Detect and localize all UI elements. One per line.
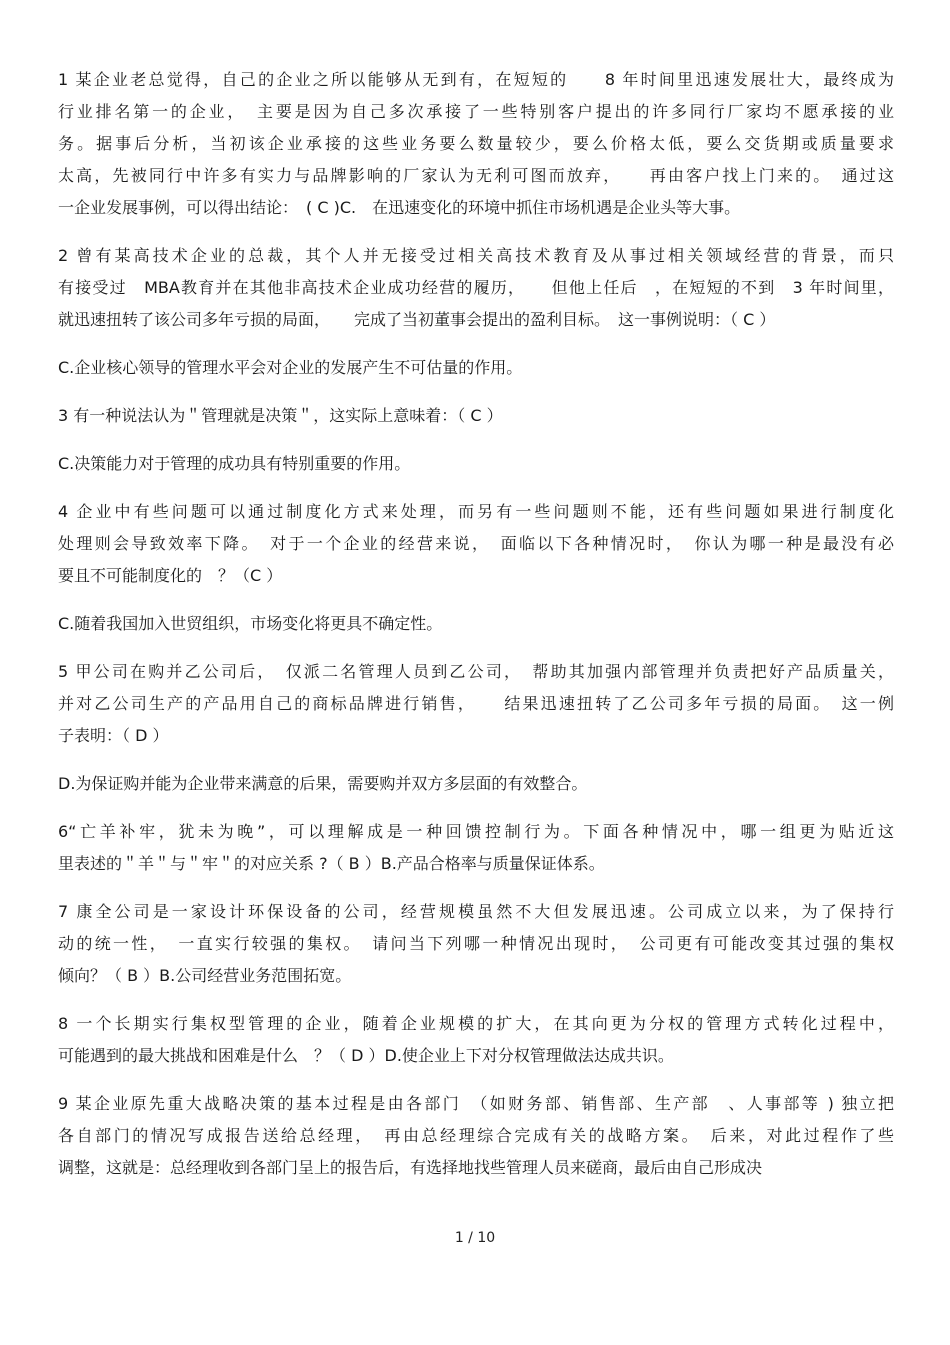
paragraph bbox=[58, 816, 894, 880]
text-line: C.企业核心领导的管理水平会对企业的发展产生不可估量的作用。 bbox=[58, 358, 523, 377]
text-line: 可能遇到的最大挑战和困难是什么 ？（ D ）D.使企业上下对分权管理做法达成共识。 bbox=[58, 1046, 674, 1065]
text-line: 4 企业中有些问题可以通过制度化方式来处理，而另有一些问题则不能，还有些问题如果进行制度化 bbox=[58, 502, 894, 521]
text-line: 7 康全公司是一家设计环保设备的公司，经营规模虽然不大但发展迅速。公司成立以来，为了保持行 bbox=[58, 902, 894, 921]
paragraph bbox=[58, 656, 894, 752]
text-line: 9 某企业原先重大战略决策的基本过程是由各部门 （如财务部、销售部、生产部 、人事部等 ) 独立把 bbox=[58, 1094, 894, 1113]
paragraph bbox=[58, 896, 894, 992]
text-line: 1 某企业老总觉得，自己的企业之所以能够从无到有，在短短的 8 年时间里迅速发展壮大，最终成为 bbox=[58, 70, 894, 89]
text-line: 8 一个长期实行集权型管理的企业，随着企业规模的扩大，在其向更为分权的管理方式转化过程中， bbox=[58, 1014, 894, 1033]
text-line: 并对乙公司生产的产品用自己的商标品牌进行销售， 结果迅速扭转了乙公司多年亏损的局面。 这一例 bbox=[58, 694, 894, 713]
text-line: 行业排名第一的企业， 主要是因为自己多次承接了一些特别客户提出的许多同行厂家均不愿承接的业 bbox=[58, 102, 894, 121]
document-body bbox=[58, 64, 894, 1200]
paragraph bbox=[58, 400, 894, 432]
paragraph bbox=[58, 1008, 894, 1072]
text-line: 子表明：（ D ） bbox=[58, 726, 169, 745]
text-line: 务。据事后分析，当初该企业承接的这些业务要么数量较少，要么价格太低，要么交货期或质量要求 bbox=[58, 134, 894, 153]
paragraph bbox=[58, 496, 894, 592]
paragraph bbox=[58, 1088, 894, 1184]
text-line: 调整，这就是：总经理收到各部门呈上的报告后，有选择地找些管理人员来磋商，最后由自己形成决 bbox=[58, 1158, 763, 1177]
text-line: 处理则会导致效率下降。 对于一个企业的经营来说， 面临以下各种情况时， 你认为哪一种是最没有必 bbox=[58, 534, 894, 553]
paragraph bbox=[58, 240, 894, 336]
page-number: 1 / 10 bbox=[454, 1230, 496, 1246]
text-line: 3 有一种说法认为＂管理就是决策＂，这实际上意味着：（ C ） bbox=[58, 406, 503, 425]
text-line: 就迅速扭转了该公司多年亏损的局面， 完成了当初董事会提出的盈利目标。 这一事例说明：（ C ） bbox=[58, 310, 776, 329]
text-line: 里表述的＂羊＂与＂牢＂的对应关系 ?（ B ）B.产品合格率与质量保证体系。 bbox=[58, 854, 605, 873]
text-line: 倾向？（ B ）B.公司经营业务范围拓宽。 bbox=[58, 966, 352, 985]
text-line: 动的统一性， 一直实行较强的集权。 请问当下列哪一种情况出现时， 公司更有可能改变其过强的集权 bbox=[58, 934, 894, 953]
text-line: 5 甲公司在购并乙公司后， 仅派二名管理人员到乙公司， 帮助其加强内部管理并负责把好产品质量关， bbox=[58, 662, 894, 681]
paragraph bbox=[58, 64, 894, 224]
text-line: 要且不可能制度化的 ？（C ） bbox=[58, 566, 283, 585]
text-line: 6“亡羊补牢，犹未为晚”，可以理解成是一种回馈控制行为。下面各种情况中，哪一组更为贴近这 bbox=[58, 822, 894, 841]
text-line: C.决策能力对于管理的成功具有特别重要的作用。 bbox=[58, 454, 411, 473]
text-line: 有接受过 MBA教育并在其他非高技术企业成功经营的履历， 但他上任后 ，在短短的不到 3 年时间里， bbox=[58, 278, 894, 297]
text-line: C.随着我国加入世贸组织，市场变化将更具不确定性。 bbox=[58, 614, 443, 633]
text-line: 一企业发展事例，可以得出结论： ( C )C. 在迅速变化的环境中抓住市场机遇是企业头等大事。 bbox=[58, 198, 741, 217]
paragraph bbox=[58, 608, 894, 640]
text-line: 太高，先被同行中许多有实力与品牌影响的厂家认为无利可图而放弃， 再由客户找上门来的。 通过这 bbox=[58, 166, 894, 185]
text-line: 2 曾有某高技术企业的总裁，其个人并无接受过相关高技术教育及从事过相关领域经营的背景，而只 bbox=[58, 246, 894, 265]
text-line: D.为保证购并能为企业带来满意的后果，需要购并双方多层面的有效整合。 bbox=[58, 774, 588, 793]
text-line: 各自部门的情况写成报告送给总经理， 再由总经理综合完成有关的战略方案。 后来，对此过程作了些 bbox=[58, 1126, 894, 1145]
paragraph bbox=[58, 352, 894, 384]
paragraph bbox=[58, 448, 894, 480]
paragraph bbox=[58, 768, 894, 800]
